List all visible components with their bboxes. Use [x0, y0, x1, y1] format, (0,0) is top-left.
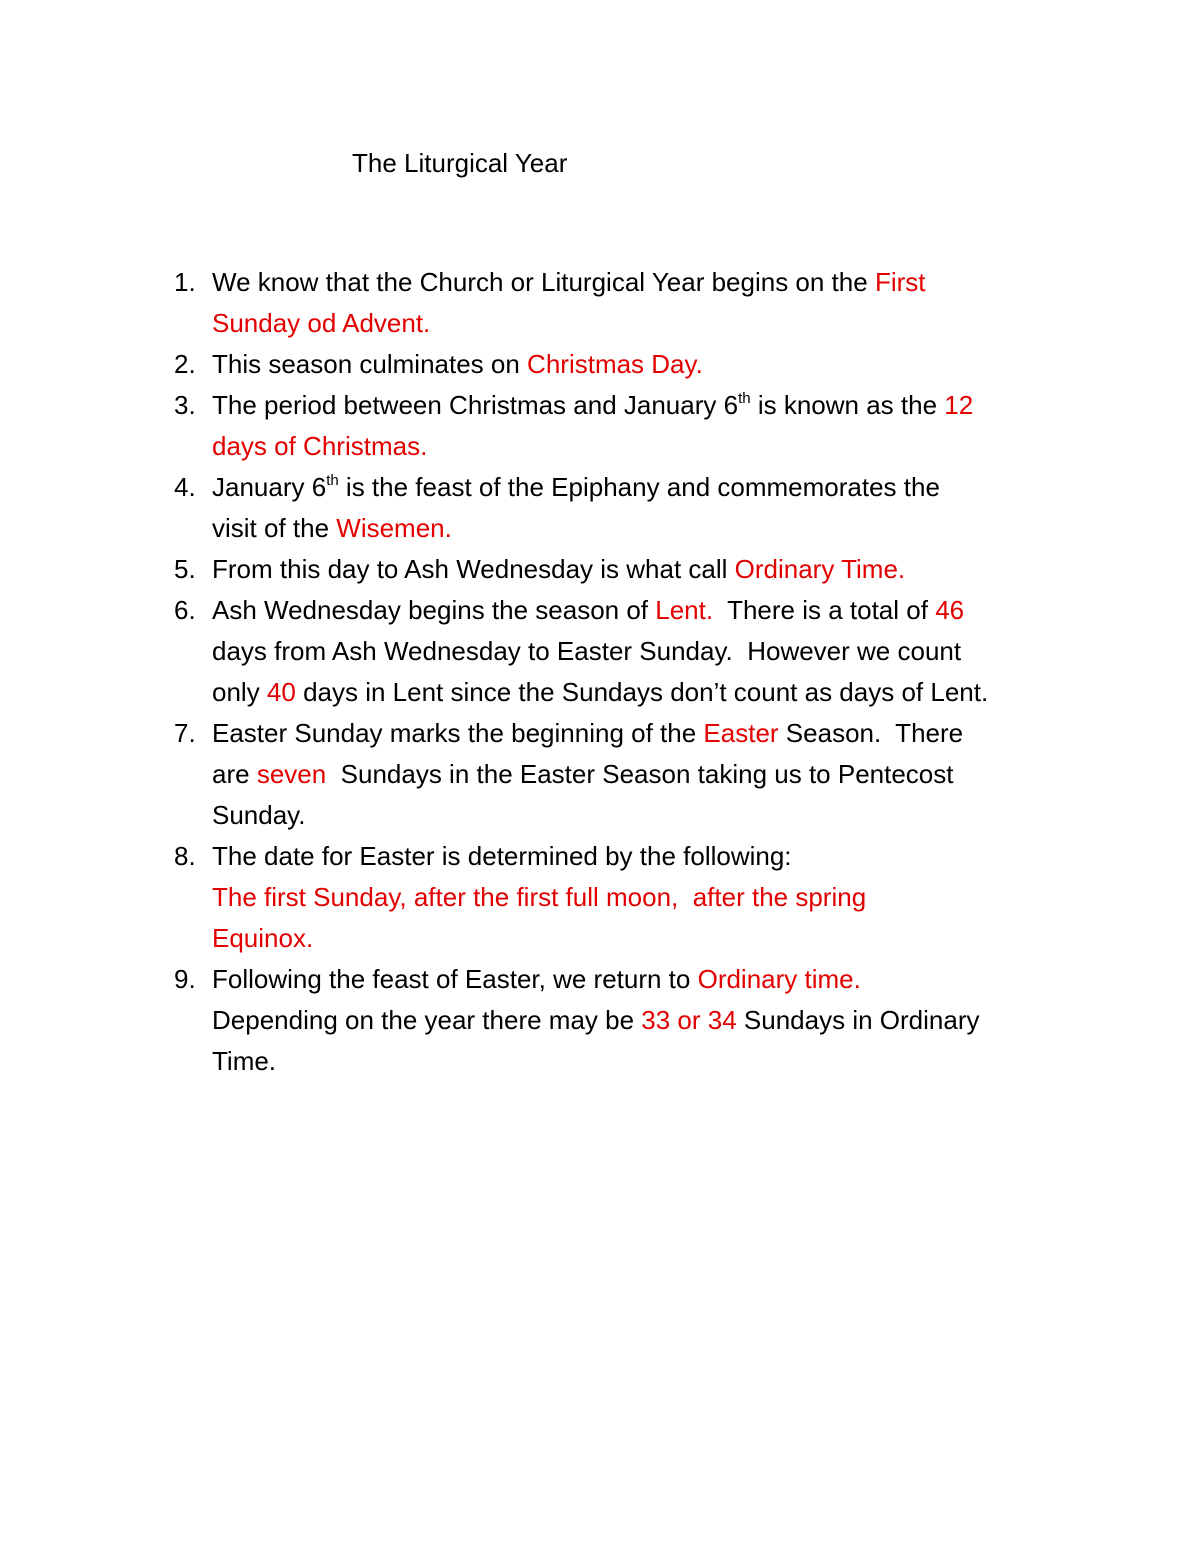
list-item-line	[212, 672, 1074, 713]
list-item-number: 5.	[174, 554, 196, 584]
list-item-number: 7.	[174, 718, 196, 748]
item-text: Following the feast of Easter, we return to	[212, 964, 698, 994]
list-item-number: 3.	[174, 390, 196, 420]
list-item	[174, 713, 1074, 836]
item-highlight: days of Christmas.	[212, 431, 428, 461]
list-item-number: 4.	[174, 472, 196, 502]
list-item-number: 2.	[174, 349, 196, 379]
list-item	[174, 467, 1074, 549]
item-text: From this day to Ash Wednesday is what call	[212, 554, 735, 584]
item-text: There is a total of	[713, 595, 936, 625]
item-text: Ash Wednesday begins the season of	[212, 595, 656, 625]
item-text: Easter Sunday marks the beginning of the	[212, 718, 704, 748]
item-highlight: First	[874, 267, 926, 297]
list-item	[174, 836, 1074, 959]
item-text: only	[212, 677, 267, 707]
item-highlight: 33 or 34	[641, 1005, 737, 1035]
list-item-line	[212, 303, 1074, 344]
item-text: days in Lent since the Sundays don’t count as days of Lent.	[295, 677, 989, 707]
list-item-line: days from Ash Wednesday to Easter Sunday. However we count	[212, 636, 962, 666]
item-highlight: Lent.	[655, 595, 714, 625]
list-item-line: Time.	[212, 1046, 277, 1076]
item-highlight: Equinox.	[212, 923, 314, 953]
item-text: January 6	[212, 472, 327, 502]
list-item-line: The date for Easter is determined by the following:	[212, 841, 792, 871]
item-highlight: Ordinary time.	[697, 964, 861, 994]
item-text: This season culminates on	[212, 349, 528, 379]
item-highlight: 40	[266, 677, 296, 707]
list-item	[174, 590, 1074, 713]
list-item-line	[212, 713, 1074, 754]
item-highlight: Sunday od Advent.	[212, 308, 431, 338]
item-highlight: Easter	[703, 718, 779, 748]
item-highlight: seven	[256, 759, 327, 789]
list-item-number: 9.	[174, 964, 196, 994]
list-item-number: 8.	[174, 841, 196, 871]
list-item-line	[212, 1000, 1074, 1041]
item-highlight: Ordinary Time.	[734, 554, 906, 584]
list-item-line	[212, 959, 1074, 1000]
item-highlight: Christmas Day.	[527, 349, 703, 379]
list-item-line	[212, 262, 1074, 303]
list-item-line	[212, 549, 1074, 590]
list-item	[174, 344, 1074, 385]
item-highlight: Wisemen.	[336, 513, 452, 543]
item-text: is known as the	[750, 390, 945, 420]
list-item-line	[212, 590, 1074, 631]
list-item-line	[212, 467, 1074, 508]
list-item-line	[212, 344, 1074, 385]
ordinal-suffix: th	[738, 390, 751, 407]
item-highlight: The first Sunday, after the first full moon, after the spring	[212, 882, 867, 912]
list-item	[174, 262, 1074, 344]
list-item	[174, 959, 1074, 1082]
item-text: We know that the Church or Liturgical Year begins on the	[212, 267, 875, 297]
item-text: Depending on the year there may be	[212, 1005, 642, 1035]
item-text: are	[212, 759, 257, 789]
list-item-number: 6.	[174, 595, 196, 625]
item-text: is the feast of the Epiphany and commemorates the	[338, 472, 940, 502]
item-text: visit of the	[212, 513, 337, 543]
item-highlight: 46	[935, 595, 965, 625]
numbered-list	[174, 262, 1074, 1082]
list-item-line	[212, 754, 1074, 795]
document-title: The Liturgical Year	[352, 148, 568, 178]
item-text: Sundays in Ordinary	[736, 1005, 980, 1035]
item-text: The period between Christmas and January 6	[212, 390, 739, 420]
list-item-line	[212, 385, 1074, 426]
list-item	[174, 549, 1074, 590]
list-item-number: 1.	[174, 267, 196, 297]
list-item	[174, 385, 1074, 467]
item-highlight: 12	[944, 390, 974, 420]
list-item-line	[212, 426, 1074, 467]
item-text: Season. There	[778, 718, 964, 748]
item-text: Sundays in the Easter Season taking us to Pentecost	[326, 759, 954, 789]
list-item-line: Sunday.	[212, 800, 306, 830]
list-item-line	[212, 508, 1074, 549]
ordinal-suffix: th	[326, 472, 339, 489]
